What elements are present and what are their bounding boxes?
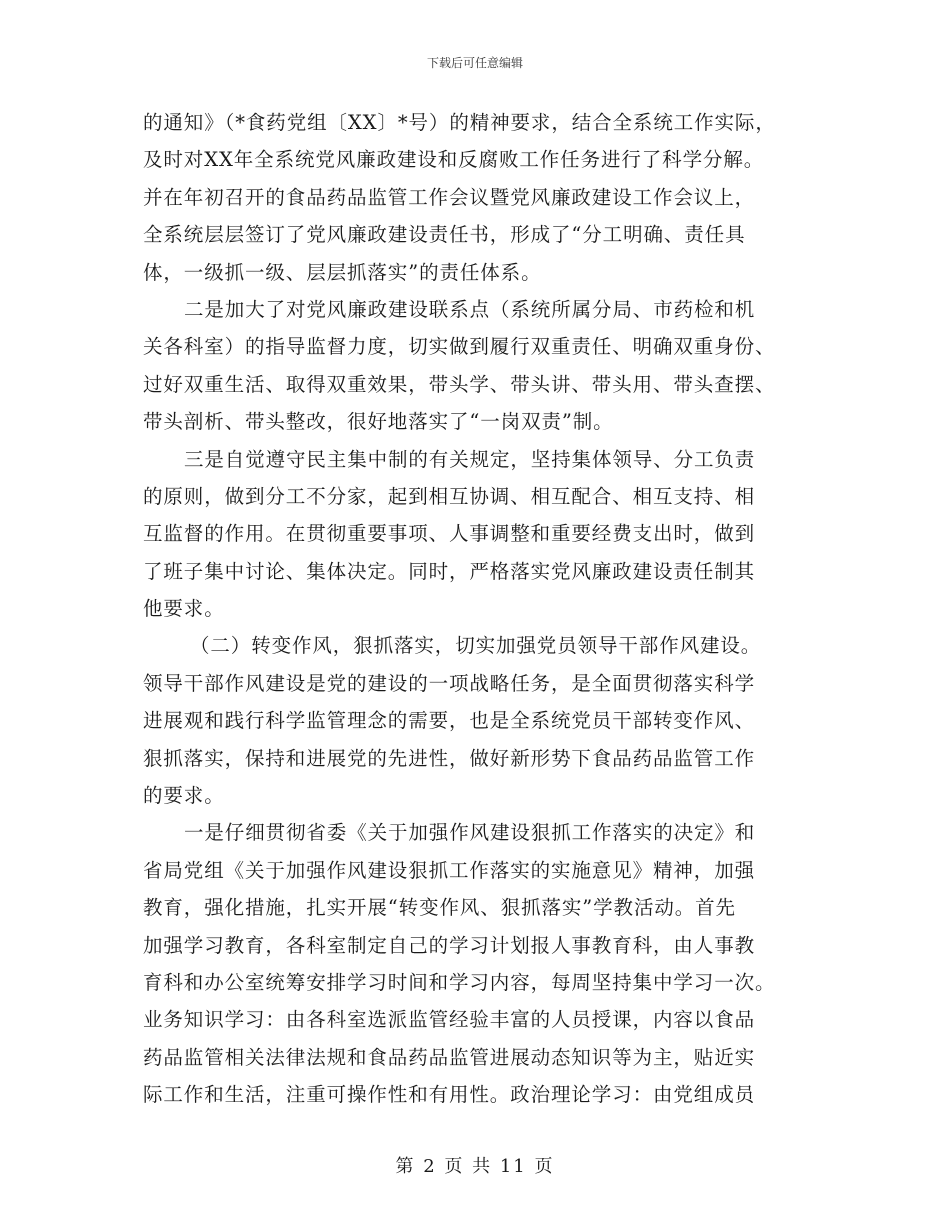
page-header: 下载后可任意编辑 [426, 56, 523, 70]
paragraph-line: 的原则，做到分工不分家，起到相互协调、相互配合、相互支持、相 [143, 484, 756, 508]
paragraph-line: 的通知》（*食药党组〔XX〕*号）的精神要求，结合全系统工作实际， [143, 111, 776, 134]
paragraph-line: 并在年初召开的食品药品监管工作会议暨党风廉政建设工作会议上， [143, 185, 756, 209]
paragraph-line: 全系统层层签订了党风廉政建设责任书，形成了“分工明确、责任具 [143, 223, 746, 247]
page-footer: 第 2 页 共 11 页 [395, 1156, 555, 1177]
paragraph-line: 了班子集中讨论、集体决定。同时，严格落实党风廉政建设责任制其 [143, 559, 756, 583]
paragraph-line: 体，一级抓一级、层层抓落实”的责任体系。 [143, 260, 542, 284]
paragraph-line: 他要求。 [143, 597, 225, 621]
paragraph-line: 加强学习教育，各科室制定自己的学习计划报人事教育科，由人事教 [143, 933, 756, 957]
document-body [143, 104, 803, 1114]
paragraph-line: （二）转变作风，狠抓落实，切实加强党员领导干部作风建设。 [190, 634, 762, 658]
paragraph-line: 育科和办公室统筹安排学习时间和学习内容，每周坚持集中学习一次。 [143, 970, 776, 994]
paragraph-line: 业务知识学习：由各科室选派监管经验丰富的人员授课，内容以食品 [143, 1008, 756, 1032]
paragraph-line: 领导干部作风建设是党的建设的一项战略任务，是全面贯彻落实科学 [143, 671, 756, 695]
paragraph [143, 291, 803, 441]
paragraph-line: 省局党组《关于加强作风建设狠抓工作落实的实施意见》精神，加强 [143, 858, 756, 882]
paragraph [143, 814, 803, 1113]
paragraph-line: 及时对XX年全系统党风廉政建设和反腐败工作任务进行了科学分解。 [143, 148, 765, 172]
paragraph-line: 药品监管相关法律法规和食品药品监管进展动态知识等为主，贴近实 [143, 1045, 756, 1069]
paragraph-line: 三是自觉遵守民主集中制的有关规定，坚持集体领导、分工负责 [184, 447, 756, 471]
paragraph [143, 104, 803, 291]
paragraph-line: 过好双重生活、取得双重效果，带头学、带头讲、带头用、带头查摆、 [143, 372, 776, 396]
paragraph-line: 关各科室）的指导监督力度，切实做到履行双重责任、明确双重身份、 [143, 335, 776, 359]
paragraph-line: 的要求。 [143, 784, 225, 808]
paragraph-line: 进展观和践行科学监管理念的需要，也是全系统党员干部转变作风、 [143, 709, 756, 733]
paragraph-line: 带头剖析、带头整改，很好地落实了“一岗双责”制。 [143, 410, 614, 434]
paragraph-line: 互监督的作用。在贯彻重要事项、人事调整和重要经费支出时，做到 [143, 522, 756, 546]
paragraph-line: 狠抓落实，保持和进展党的先进性，做好新形势下食品药品监管工作 [143, 746, 756, 770]
paragraph-line: 一是仔细贯彻省委《关于加强作风建设狠抓工作落实的决定》和 [184, 821, 756, 845]
paragraph [143, 627, 803, 814]
paragraph-line: 二是加大了对党风廉政建设联系点（系统所属分局、市药检和机 [184, 297, 756, 321]
paragraph [143, 441, 803, 628]
paragraph-line: 际工作和生活，注重可操作性和有用性。政治理论学习：由党组成员 [143, 1083, 756, 1107]
paragraph-line: 教育，强化措施，扎实开展“转变作风、狠抓落实”学教活动。首先 [143, 896, 736, 920]
